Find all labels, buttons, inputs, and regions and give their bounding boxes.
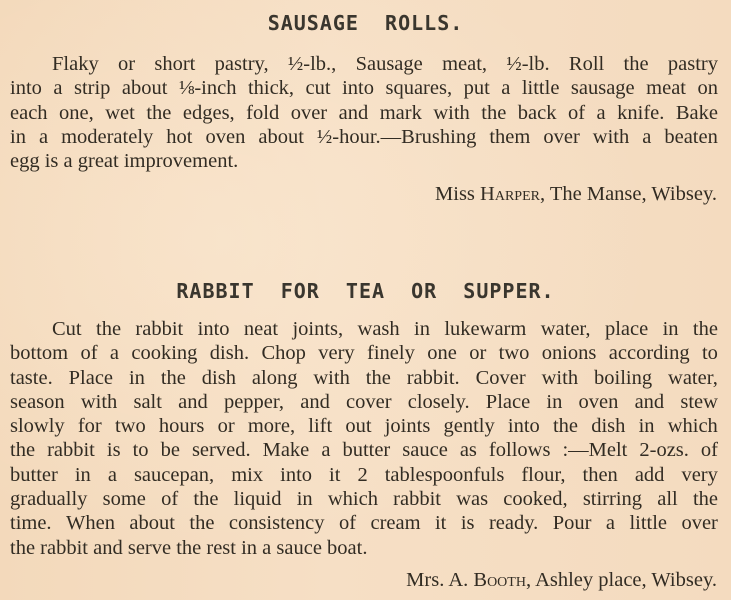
- word: beaten: [664, 126, 718, 148]
- word: a: [642, 126, 652, 148]
- word: lukewarm: [444, 318, 527, 340]
- word: in: [296, 488, 313, 510]
- recipe-text-line: the rabbit and serve the rest in a sauce boat.: [10, 537, 368, 559]
- word: or: [217, 415, 235, 437]
- recipe-text-line: [10, 511, 718, 535]
- word: cut: [305, 77, 331, 99]
- word: is: [460, 512, 475, 534]
- word: joints,: [292, 318, 344, 340]
- word: which: [327, 488, 378, 510]
- word: into: [10, 77, 42, 99]
- word: rabbit: [47, 439, 95, 461]
- word: wash: [357, 318, 400, 340]
- recipe-text-line: [10, 101, 718, 125]
- word: and: [300, 391, 330, 413]
- word: follows: [488, 439, 551, 461]
- word: Flaky: [52, 53, 99, 75]
- word: cooked,: [503, 488, 568, 510]
- word: the: [692, 318, 718, 340]
- word: water,: [540, 318, 591, 340]
- word: knife.: [617, 102, 665, 124]
- word: meat,: [442, 53, 488, 75]
- word: place: [604, 318, 649, 340]
- word: dish.: [209, 342, 250, 364]
- word: of: [161, 488, 179, 510]
- word: two: [114, 415, 146, 437]
- recipe-text-line: [10, 76, 718, 100]
- word: rabbit: [135, 318, 184, 340]
- word: slowly: [10, 415, 65, 437]
- word: and: [178, 391, 208, 413]
- word: When: [66, 512, 115, 534]
- word: fold: [246, 102, 280, 124]
- word: some: [102, 488, 146, 510]
- word: a: [501, 77, 511, 99]
- word: all: [657, 488, 678, 510]
- word: the: [160, 367, 186, 389]
- word: or: [118, 53, 136, 75]
- word: into: [197, 318, 230, 340]
- word: in: [546, 391, 563, 413]
- word: time.: [10, 512, 52, 534]
- word: served.: [191, 439, 251, 461]
- word: add: [634, 464, 665, 486]
- word: Roll: [568, 53, 605, 75]
- word: or: [469, 342, 487, 364]
- word: oven: [578, 391, 619, 413]
- word: hot: [166, 126, 193, 148]
- word: the: [692, 488, 718, 510]
- word: of: [338, 512, 357, 534]
- word: in: [10, 126, 26, 148]
- word: of: [700, 439, 718, 461]
- word: mark: [379, 102, 422, 124]
- word: more,: [247, 415, 296, 437]
- word: edges,: [182, 102, 235, 124]
- word: ⅛-inch: [178, 77, 237, 99]
- word: into: [342, 77, 374, 99]
- word: two: [498, 342, 530, 364]
- word: ready.: [488, 512, 539, 534]
- word: cooking: [131, 342, 198, 364]
- word: in: [638, 415, 655, 437]
- word: back: [517, 102, 557, 124]
- word: 2-ozs.: [639, 439, 689, 461]
- word: onions: [541, 342, 597, 364]
- attribution-prefix: Miss: [435, 183, 481, 205]
- word: in: [74, 464, 91, 486]
- word: cream: [370, 512, 421, 534]
- word: to: [701, 342, 718, 364]
- word: gradually: [10, 488, 88, 510]
- word: thick,: [247, 77, 295, 99]
- word: Cut: [52, 318, 82, 340]
- word: on: [697, 77, 718, 99]
- word: over: [543, 126, 580, 148]
- word: joints: [384, 415, 431, 437]
- recipe-text-line: [10, 487, 718, 511]
- recipe-text-line: [10, 414, 718, 438]
- word: the: [146, 102, 172, 124]
- word: consistency: [228, 512, 325, 534]
- word: wet: [105, 102, 135, 124]
- word: Make: [262, 439, 310, 461]
- word: sausage: [570, 77, 635, 99]
- word: and: [634, 391, 665, 413]
- word: meat: [646, 77, 686, 99]
- word: the: [10, 439, 36, 461]
- word: the: [365, 367, 391, 389]
- word: it: [434, 512, 447, 534]
- word: boiling: [594, 367, 653, 389]
- recipe-title: RABBIT FOR TEA OR SUPPER.: [176, 279, 555, 303]
- word: about: [121, 77, 168, 99]
- word: with: [592, 126, 630, 148]
- word: dish: [201, 367, 236, 389]
- recipe-text-line: [10, 438, 718, 462]
- word: very: [681, 464, 718, 486]
- word: mix: [231, 464, 264, 486]
- word: put: [463, 77, 490, 99]
- word: pepper,: [223, 391, 285, 413]
- word: to: [132, 439, 149, 461]
- word: a: [38, 126, 49, 148]
- word: a: [107, 464, 117, 486]
- word: of: [567, 102, 586, 124]
- word: cover: [346, 391, 392, 413]
- word: with: [541, 367, 579, 389]
- word: and: [338, 102, 369, 124]
- word: ½-lb.,: [287, 53, 337, 75]
- word: over: [290, 102, 328, 124]
- word: a: [109, 342, 119, 364]
- word: butter: [10, 464, 58, 486]
- word: one,: [59, 102, 94, 124]
- word: about: [258, 126, 304, 148]
- word: a: [596, 102, 606, 124]
- recipe-text-line: egg is a great improvement.: [10, 150, 239, 172]
- word: out: [345, 415, 372, 437]
- word: strip: [73, 77, 111, 99]
- word: squares,: [385, 77, 453, 99]
- word: the: [552, 415, 579, 437]
- word: as: [459, 439, 477, 461]
- recipe-title: SAUSAGE ROLLS.: [267, 11, 464, 35]
- attribution-surname: Booth: [473, 569, 526, 591]
- word: for: [77, 415, 102, 437]
- word: Place: [68, 367, 114, 389]
- recipe-attribution: [435, 182, 717, 206]
- recipe-text-line: [10, 341, 718, 365]
- word: the: [193, 488, 219, 510]
- word: over: [681, 512, 718, 534]
- word: about: [129, 512, 175, 534]
- word: into: [507, 415, 540, 437]
- word: in: [662, 318, 679, 340]
- attribution-surname: Harper: [480, 183, 540, 205]
- recipe-text-line: [52, 52, 718, 76]
- word: according: [608, 342, 690, 364]
- recipe-text-line: [10, 125, 718, 149]
- word: the: [481, 102, 507, 124]
- word: a: [605, 512, 615, 534]
- word: dish: [591, 415, 626, 437]
- word: season: [10, 391, 65, 413]
- word: Place: [485, 391, 531, 413]
- word: hours: [158, 415, 205, 437]
- word: the: [96, 318, 122, 340]
- recipe-text-line: [10, 390, 718, 414]
- word: little: [629, 512, 668, 534]
- word: Pour: [552, 512, 592, 534]
- word: moderately: [61, 126, 154, 148]
- word: the: [189, 512, 215, 534]
- word: butter: [342, 439, 391, 461]
- word: gently: [443, 415, 495, 437]
- word: with: [80, 391, 118, 413]
- word: ½-lb.: [506, 53, 550, 75]
- word: :—Melt: [562, 439, 628, 461]
- word: with: [433, 102, 470, 124]
- word: then: [582, 464, 618, 486]
- word: pastry,: [214, 53, 269, 75]
- word: oven: [205, 126, 246, 148]
- word: into: [280, 464, 313, 486]
- recipe-attribution: [406, 568, 717, 592]
- word: ½-hour.—Brushing: [316, 126, 477, 148]
- word: 2: [357, 464, 368, 486]
- word: lift: [308, 415, 333, 437]
- recipe-text-line: [10, 366, 718, 390]
- attribution-prefix: Mrs. A.: [406, 569, 474, 591]
- attribution-place: , The Manse, Wibsey.: [539, 183, 717, 205]
- word: rabbit.: [406, 367, 460, 389]
- word: liquid: [233, 488, 282, 510]
- word: each: [10, 102, 48, 124]
- word: them: [489, 126, 531, 148]
- word: finely: [367, 342, 415, 364]
- word: a: [321, 439, 331, 461]
- word: little: [521, 77, 560, 99]
- word: flour,: [521, 464, 566, 486]
- word: taste.: [10, 367, 53, 389]
- word: Sausage: [355, 53, 423, 75]
- word: salt: [133, 391, 162, 413]
- attribution-place: , Ashley place, Wibsey.: [525, 569, 717, 591]
- word: pastry: [667, 53, 718, 75]
- recipe-text-line: [10, 463, 718, 487]
- word: is: [106, 439, 121, 461]
- word: of: [80, 342, 98, 364]
- word: rabbit: [393, 488, 441, 510]
- word: a: [53, 77, 63, 99]
- word: which: [667, 415, 718, 437]
- word: short: [154, 53, 196, 75]
- word: it: [329, 464, 341, 486]
- word: Chop: [261, 342, 306, 364]
- word: the: [623, 53, 649, 75]
- word: stew: [680, 391, 718, 413]
- word: Bake: [675, 102, 718, 124]
- word: stirring: [582, 488, 643, 510]
- word: was: [456, 488, 489, 510]
- word: with: [313, 367, 350, 389]
- word: neat: [243, 318, 279, 340]
- word: bottom: [10, 342, 69, 364]
- word: saucepan,: [133, 464, 215, 486]
- word: tablespoonfuls: [384, 464, 505, 486]
- word: sauce: [402, 439, 448, 461]
- word: Cover: [475, 367, 526, 389]
- word: very: [318, 342, 355, 364]
- word: one: [427, 342, 457, 364]
- word: in: [414, 318, 430, 340]
- word: in: [128, 367, 145, 389]
- recipe-text-line: [52, 317, 718, 341]
- word: be: [160, 439, 180, 461]
- word: along: [251, 367, 298, 389]
- word: water,: [668, 367, 718, 389]
- word: closely.: [407, 391, 470, 413]
